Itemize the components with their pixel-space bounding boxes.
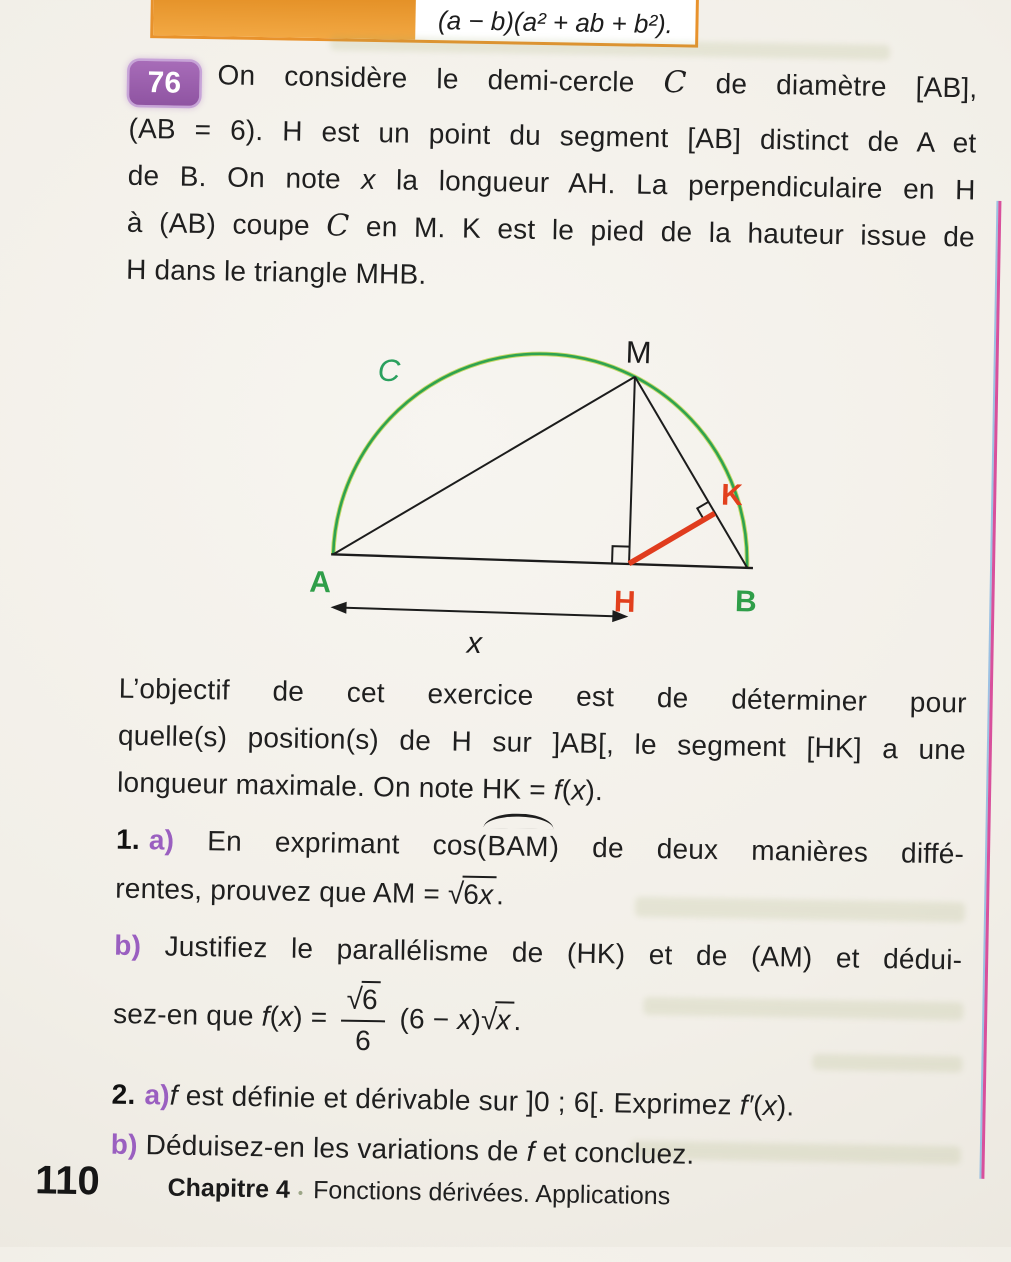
- radical-sign: √: [480, 1003, 498, 1037]
- variable-x: x: [571, 774, 586, 806]
- segment-MB: [629, 377, 753, 568]
- sqrt-x: [481, 1004, 514, 1036]
- segment-AB: [331, 554, 753, 568]
- q1a-text: En exprimant cos(: [173, 824, 487, 862]
- segment-MH: [629, 377, 635, 564]
- objective-line-2: quelle(s) position(s) de H sur ]AB[, le segment [HK] a une: [117, 719, 967, 766]
- radicand-6: 6: [462, 878, 480, 910]
- chapter-title: Fonctions dérivées. Applications: [312, 1176, 671, 1211]
- sqrt-6: [346, 984, 381, 1016]
- variable-x: x: [278, 1000, 294, 1033]
- chapter-label: Chapitre 4: [167, 1173, 291, 1204]
- paren: (: [561, 774, 572, 806]
- function-f: f: [261, 1000, 270, 1032]
- objective-text: longueur maximale. On note HK =: [116, 766, 555, 806]
- point-label-H: H: [613, 585, 637, 619]
- radicand-x: x: [495, 1002, 514, 1036]
- q2b-text: Déduisez-en les variations de: [137, 1129, 527, 1167]
- objective-line-1: L’objectif de cet exercice est de déterminer pour: [118, 672, 967, 719]
- curve-symbol: C: [663, 65, 687, 101]
- fraction-numerator: [341, 983, 386, 1023]
- question-number-1: 1.: [115, 823, 141, 856]
- figure-svg: [292, 310, 807, 666]
- f-prime: f′: [739, 1089, 754, 1121]
- exercise-number-badge: [129, 61, 200, 106]
- sqrt-6x: [448, 878, 497, 910]
- question-number-2: 2.: [111, 1078, 136, 1110]
- point-label-M: M: [625, 334, 653, 371]
- radicand-6: 6: [361, 981, 381, 1015]
- fraction-denominator: 6: [354, 1024, 372, 1056]
- variable-x: x: [762, 1089, 778, 1122]
- intro-text: de diamètre [AB],: [686, 67, 978, 104]
- period: .: [513, 1004, 522, 1037]
- cube-identity-formula: (a − b)(a² + ab + b²).: [437, 5, 674, 40]
- radicand-x: x: [478, 878, 494, 911]
- x-length-label: x: [466, 626, 483, 661]
- paren: ).: [776, 1090, 795, 1122]
- page-number: 110: [34, 1158, 101, 1204]
- radical-sign: √: [447, 877, 465, 911]
- fraction-sqrt6-over-6: [341, 983, 386, 1058]
- paren: ).: [585, 774, 604, 807]
- point-label-K: K: [720, 478, 744, 513]
- function-f: f: [169, 1079, 179, 1111]
- angle-BAM-with-hat: BAM: [486, 822, 550, 870]
- intro-line-5: H dans le triangle MHB.: [125, 253, 427, 290]
- equals: ) =: [293, 1001, 336, 1033]
- right-angle-at-H: [612, 546, 630, 564]
- question-letter-a: a): [144, 1079, 171, 1111]
- orange-highlight-block: [153, 0, 416, 40]
- q1b-text: sez-en que: [112, 997, 262, 1032]
- radical-sign: √: [346, 982, 364, 1016]
- period: .: [495, 879, 505, 911]
- curve-symbol: C: [326, 208, 350, 244]
- intro-text: la longueur AH. La perpendiculaire en H: [375, 164, 976, 206]
- q2b-text: et concluez.: [534, 1135, 695, 1170]
- footer-bullet-icon: •: [297, 1184, 304, 1202]
- intro-line-2: (AB = 6). H est un point du segment [AB] distinct de A et: [128, 112, 977, 159]
- question-letter-a: a): [148, 824, 175, 856]
- variable-x: x: [457, 1003, 472, 1036]
- x-dimension-arrow: [342, 608, 618, 617]
- paren: (: [752, 1089, 764, 1121]
- intro-text: On considère le demi-cercle: [217, 59, 664, 99]
- point-label-B: B: [734, 585, 758, 619]
- arrowhead-left: [330, 601, 346, 613]
- intro-text: de B. On note: [127, 159, 362, 195]
- q1a-text: ) de deux manières diffé-: [549, 831, 965, 870]
- curve-label-C: C: [377, 352, 401, 389]
- page-edge-pink-line: [981, 201, 1001, 1179]
- point-label-A: A: [308, 565, 332, 600]
- exercise-76: [110, 50, 977, 1183]
- intro-text: à (AB) coupe: [126, 206, 327, 242]
- q1b-text: Justifiez le parallélisme de (HK) et de (AM) et dédui-: [140, 930, 963, 976]
- intro-text: en M. K est le pied de la hauteur issue de: [349, 210, 976, 253]
- paren: (: [269, 1000, 280, 1032]
- function-f: f: [526, 1135, 535, 1167]
- exercise-number: 76: [147, 66, 182, 100]
- segment-AM: [333, 367, 635, 563]
- radicand: [462, 876, 497, 911]
- segment-HK-red: [629, 511, 715, 567]
- semicircle-figure: [292, 310, 807, 666]
- function-f: f: [553, 774, 563, 806]
- question-letter-b: b): [110, 1128, 138, 1161]
- q1b-line-2: [112, 969, 962, 1080]
- q2a-text: est définie et dérivable sur ]0 ; 6[. Exprimez: [177, 1079, 741, 1121]
- variable-x: x: [361, 163, 376, 196]
- question-letter-b: b): [114, 929, 142, 962]
- q1a-text: rentes, prouvez que AM =: [115, 872, 449, 910]
- q1b-text: (6 −: [391, 1002, 458, 1035]
- paren: ): [471, 1004, 482, 1036]
